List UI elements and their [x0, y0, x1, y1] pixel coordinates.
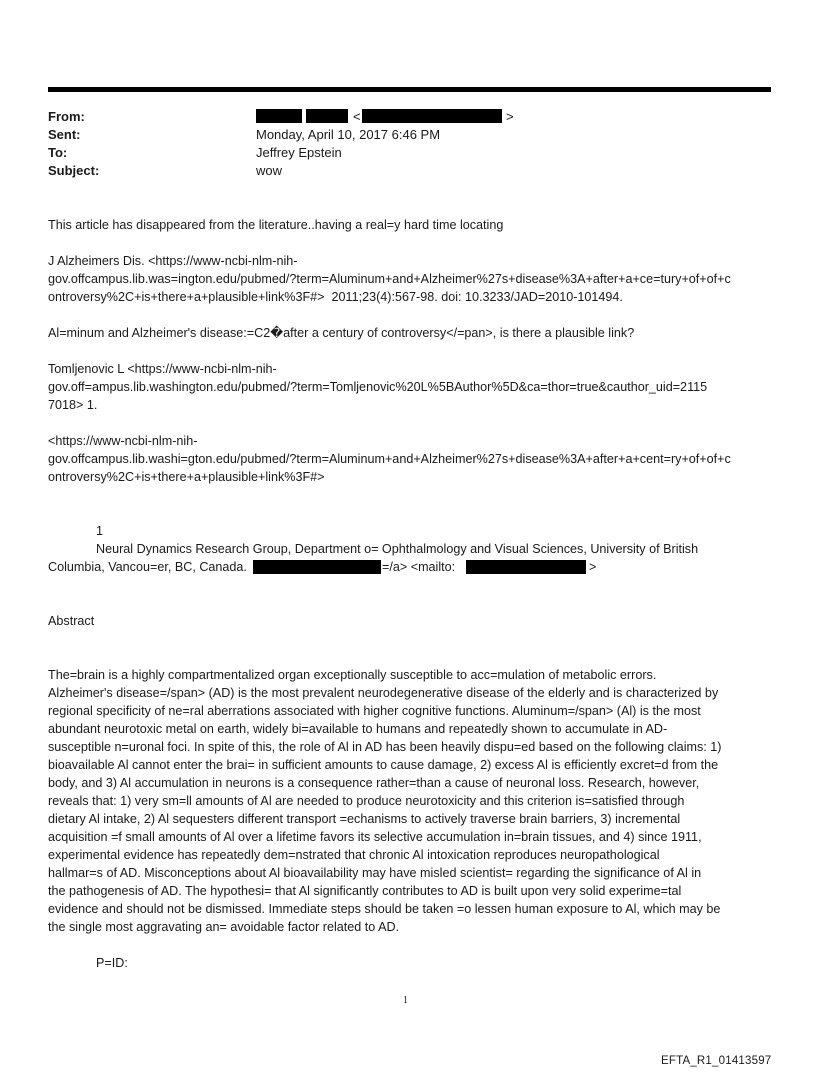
from-label: From:	[48, 109, 85, 124]
affiliation-mailto: =/a> <mailto:	[382, 560, 456, 574]
affiliation-line-1: Neural Dynamics Research Group, Department o= Ophthalmology and Visual Sciences, University of British	[96, 542, 699, 556]
pmid-label: P=ID:	[96, 956, 128, 970]
abstract-line: experimental evidence has repeatedly dem=nstrated that chronic Al intoxication reproduces neuropathological	[48, 848, 660, 862]
abstract-line: hallmar=s of AD. Misconceptions about Al bioavailability may have misled scientist= regarding the significance of Al in	[48, 866, 702, 880]
author-line-3: 7018> 1.	[48, 398, 98, 412]
page-number: 1	[403, 995, 408, 1006]
redaction-sender-email	[362, 109, 502, 123]
link-line-3: ontroversy%2C+is+there+a+plausible+link%3F#>	[48, 470, 325, 484]
body-intro: This article has disappeared from the literature..having a real=y hard time locating	[48, 218, 504, 232]
from-angle-open: <	[353, 109, 361, 124]
citation-line-3: ontroversy%2C+is+there+a+plausible+link%3F#> 2011;23(4):567-98. doi: 10.3233/JAD=2010-101494.	[48, 290, 623, 304]
redaction-mailto-address	[466, 560, 586, 574]
sent-label: Sent:	[48, 127, 81, 142]
abstract-line: bioavailable Al cannot enter the brai= in sufficient amounts to cause damage, 2) excess Al is efficiently excret=d from the	[48, 758, 719, 772]
subject-value: wow	[256, 163, 283, 178]
from-angle-close: >	[506, 109, 514, 124]
author-line-1: Tomljenovic L <https://www-ncbi-nlm-nih-	[48, 362, 277, 376]
abstract-line: body, and 3) Al accumulation in neurons is a consequence rather=than a cause of neuronal loss. Research, however,	[48, 776, 700, 790]
bates-number: EFTA_R1_01413597	[661, 1055, 772, 1067]
abstract-line: susceptible n=uronal foci. In spite of this, the role of Al in AD has been heavily dispu=ed based on the following claims: 1)	[48, 740, 722, 754]
affiliation-line-2: Columbia, Vancou=er, BC, Canada.	[48, 560, 247, 574]
abstract-line: Alzheimer's disease=/span> (AD) is the most prevalent neurodegenerative disease of the elderly and is characterized by	[48, 686, 719, 700]
abstract-line: dietary Al intake, 2) Al sequesters different transport =echanisms to actively traverse brain barriers, 3) incremental	[48, 812, 681, 826]
abstract-line: regional specificity of ne=ral aberrations associated with higher cognitive functions. Aluminum=/span> (Al) is the most	[48, 704, 701, 718]
abstract-heading: Abstract	[48, 614, 95, 628]
abstract-line: the single most aggravating an= avoidable factor related to AD.	[48, 920, 400, 934]
abstract-line: reveals that: 1) very sm=ll amounts of Al are needed to produce neurotoxicity and this criterion is=satisfied through	[48, 794, 685, 808]
link-line-2: gov.offcampus.lib.washi=gton.edu/pubmed/?term=Aluminum+and+Alzheimer%27s+disease%3A+after+a+cent=ry+of+of+c	[48, 452, 731, 466]
abstract-line: evidence and should not be dismissed. Immediate steps should be taken =o lessen human exposure to Al, which may be	[48, 902, 721, 916]
redaction-email-link	[253, 560, 381, 574]
citation-line-1: J Alzheimers Dis. <https://www-ncbi-nlm-nih-	[48, 254, 298, 268]
header-divider	[48, 87, 771, 92]
abstract-line: The=brain is a highly compartmentalized organ exceptionally susceptible to acc=mulation of metabolic errors.	[48, 668, 657, 682]
redaction-sender-last-name	[306, 109, 348, 123]
citation-line-2: gov.offcampus.lib.was=ington.edu/pubmed/?term=Aluminum+and+Alzheimer%27s+disease%3A+after+a+ce=tury+of+of+c	[48, 272, 731, 286]
abstract-line: the pathogenesis of AD. The hypothesi= that Al significantly contributes to AD is built upon very solid experime=tal	[48, 884, 682, 898]
abstract-line: acquisition =f small amounts of Al over a lifetime favors its selective accumulation in=brain tissues, and 4) since 1911,	[48, 830, 702, 844]
author-line-2: gov.off=ampus.lib.washington.edu/pubmed/?term=Tomljenovic%20L%5BAuthor%5D&ca=thor=true&cauthor_uid=2115	[48, 380, 708, 394]
affiliation-end: >	[589, 560, 597, 574]
article-title: Al=minum and Alzheimer's disease:=C2�after a century of controversy</=pan>, is there a plausible link?	[48, 326, 635, 340]
link-line-1: <https://www-ncbi-nlm-nih-	[48, 434, 198, 448]
affiliation-number: 1	[96, 524, 104, 538]
to-value: Jeffrey Epstein	[256, 145, 342, 160]
abstract-line: abundant neurotoxic metal on earth, widely bi=available to humans and repeatedly shown to accumulate in AD-	[48, 722, 668, 736]
sent-value: Monday, April 10, 2017 6:46 PM	[256, 127, 441, 142]
to-label: To:	[48, 145, 68, 160]
subject-label: Subject:	[48, 163, 100, 178]
redaction-sender-first-name	[256, 109, 302, 123]
